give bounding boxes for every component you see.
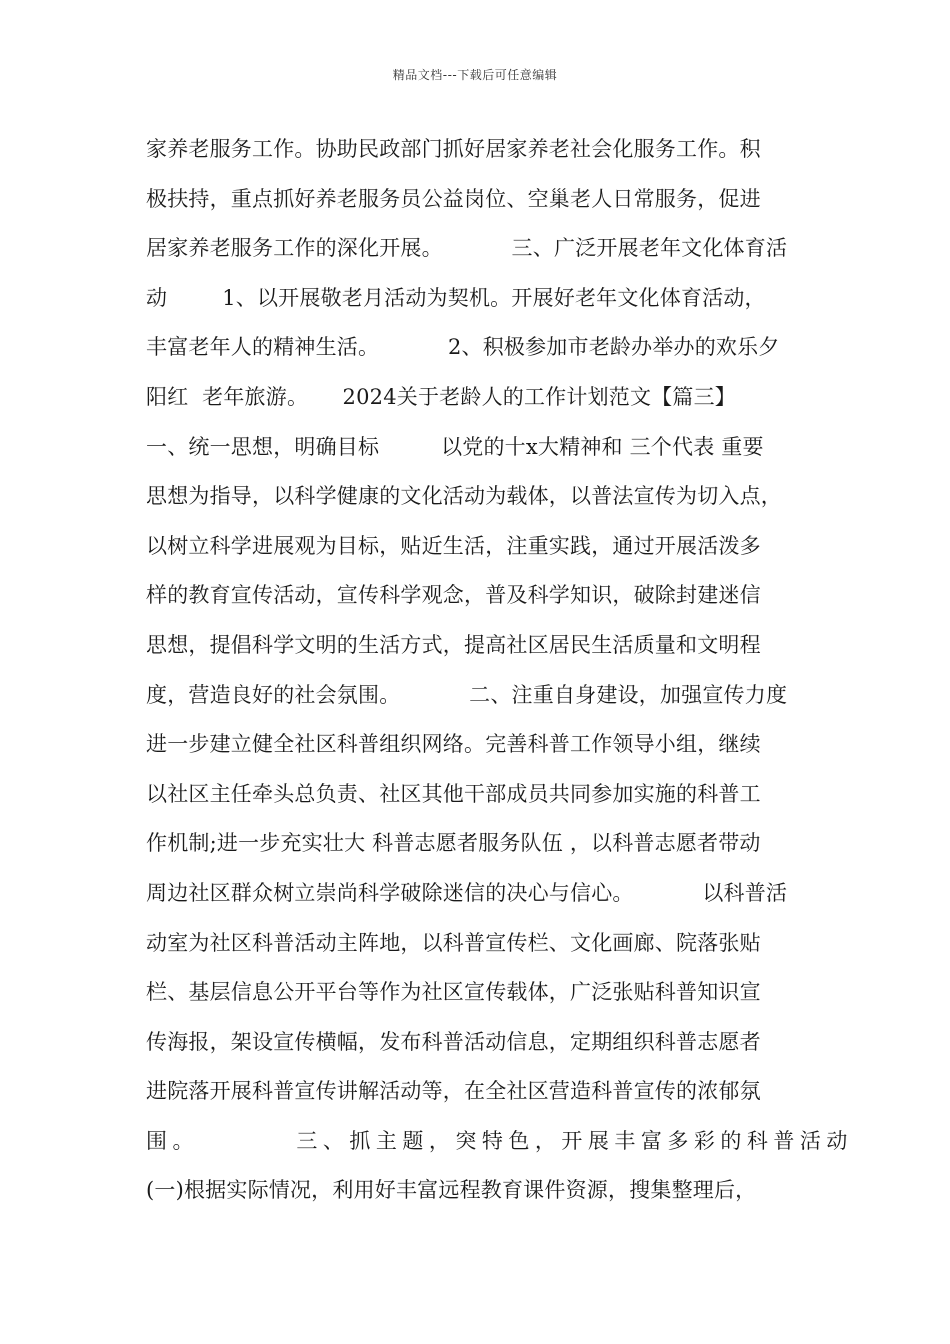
text-line: 度，营造良好的社会氛围。 二、注重自身建设，加强宣传力度 — [146, 682, 788, 707]
text-line: 围。 三、抓主题，突特色，开展丰富多彩的科普活动 — [146, 1128, 853, 1153]
text-line: 周边社区群众树立崇尚科学破除迷信的决心与信心。 以科普活 — [146, 880, 788, 905]
text-line: 传海报，架设宣传横幅，发布科普活动信息，定期组织科普志愿者 — [146, 1029, 761, 1054]
text-line: 居家养老服务工作的深化开展。 三、广泛开展老年文化体育活 — [146, 236, 788, 261]
text-line: 一、统一思想，明确目标 以党的十x大精神和 三个代表 重要 — [146, 434, 764, 459]
text-line: 栏、基层信息公开平台等作为社区宣传载体，广泛张贴科普知识宣 — [146, 980, 761, 1005]
text-line: 丰富老年人的精神生活。 2、积极参加市老龄办举办的欢乐夕 — [146, 335, 780, 360]
text-line: 以树立科学进展观为目标，贴近生活，注重实践，通过开展活泼多 — [146, 533, 761, 558]
text-line: 思想为指导，以科学健康的文化活动为载体，以普法宣传为切入点， — [146, 484, 782, 509]
text-line: 家养老服务工作。协助民政部门抓好居家养老社会化服务工作。积 — [146, 137, 761, 161]
document-body — [146, 125, 853, 1216]
text-line: (一)根据实际情况，利用好丰富远程教育课件资源，搜集整理后， — [146, 1178, 757, 1203]
text-line: 进院落开展科普宣传讲解活动等，在全社区营造科普宣传的浓郁氛 — [146, 1079, 761, 1104]
text-line: 思想，提倡科学文明的生活方式，提高社区居民生活质量和文明程 — [146, 632, 761, 657]
text-line: 极扶持，重点抓好养老服务员公益岗位、空巢老人日常服务，促进 — [146, 186, 761, 211]
text-line: 样的教育宣传活动，宣传科学观念，普及科学知识，破除封建迷信 — [146, 583, 761, 608]
text-line: 阳红 老年旅游。 2024关于老龄人的工作计划范文【篇三】 — [146, 384, 736, 409]
text-line: 动室为社区科普活动主阵地，以科普宣传栏、文化画廊、院落张贴 — [146, 930, 761, 955]
text-line: 作机制;进一步充实壮大 科普志愿者服务队伍 ，以科普志愿者带动 — [146, 831, 761, 856]
page-header: 精品文档---下载后可任意编辑 — [392, 68, 558, 82]
text-line: 以社区主任牵头总负责、社区其他干部成员共同参加实施的科普工 — [146, 781, 761, 806]
text-line: 动 1、以开展敬老月活动为契机。开展好老年文化体育活动， — [146, 285, 766, 310]
text-line: 进一步建立健全社区科普组织网络。完善科普工作领导小组，继续 — [146, 732, 761, 757]
